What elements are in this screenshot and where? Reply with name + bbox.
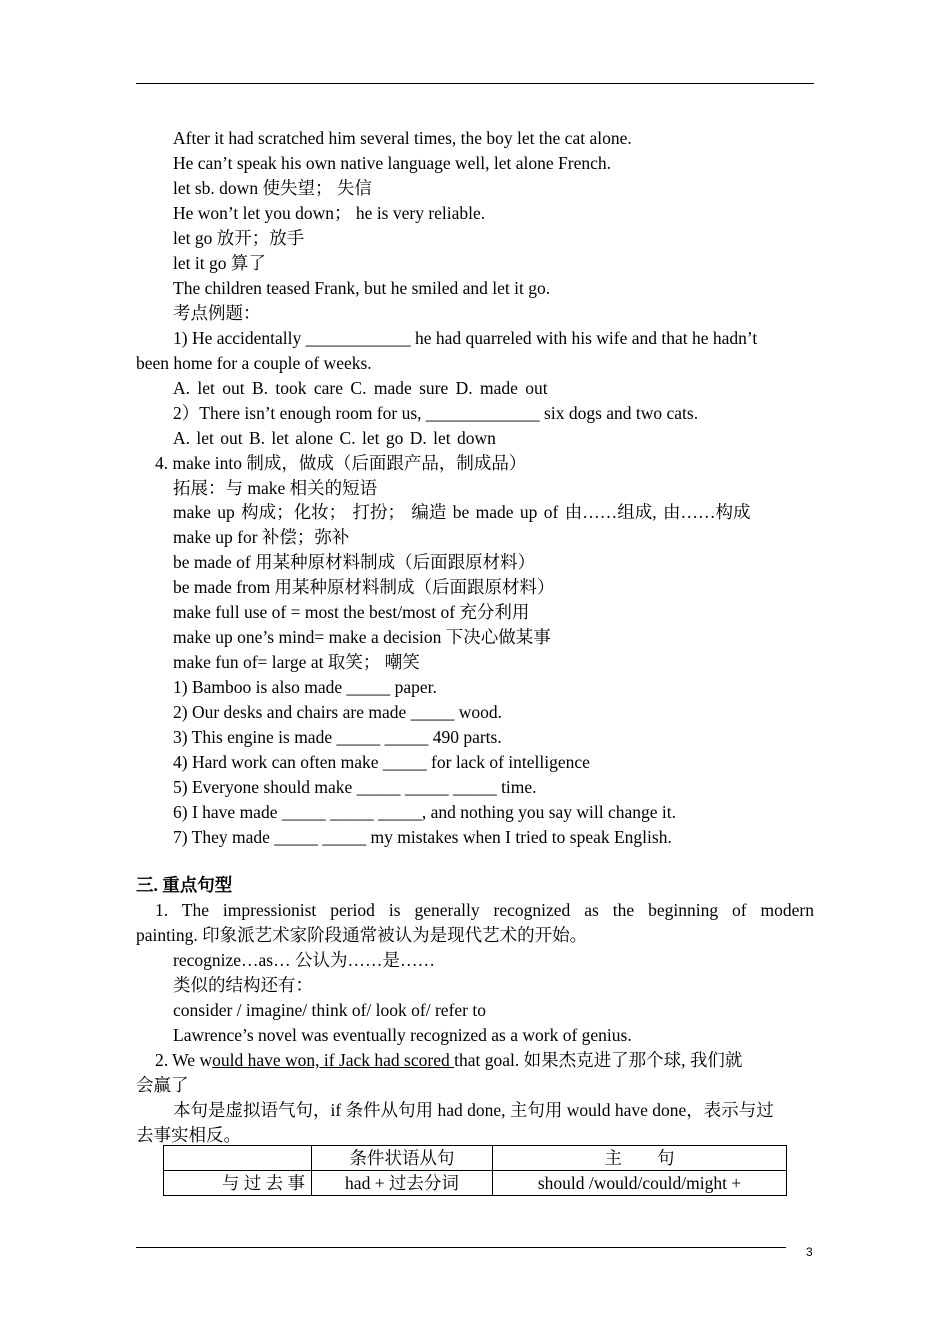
- text-line: 会赢了: [136, 1075, 189, 1095]
- text-line: 类似的结构还有：: [173, 975, 313, 995]
- table-cell: should /would/could/might +: [493, 1171, 787, 1196]
- text-line: make up 构成；化妆； 打扮； 编造 be made up of 由……组成, 由……构成: [173, 502, 751, 522]
- text-line: let go 放开；放手: [173, 228, 305, 248]
- underlined-phrase: ould have won, if Jack had scored: [212, 1050, 455, 1070]
- text-line: Lawrence’s novel was eventually recognized as a work of genius.: [173, 1025, 632, 1045]
- text-line: be made from 用某种原材料制成（后面跟原材料）: [173, 577, 555, 597]
- text-line: 6) I have made _____ _____ _____, and nothing you say will change it.: [173, 802, 677, 822]
- text-line: 1) He accidentally ____________ he had quarreled with his wife and that he hadn’t: [173, 328, 758, 348]
- table-cell: had + 过去分词: [312, 1171, 493, 1196]
- table-cell: 与 过 去 事: [164, 1171, 312, 1196]
- text-line: let sb. down 使失望； 失信: [173, 178, 372, 198]
- sentence-end: that goal. 如果杰克进了那个球, 我们就: [454, 1050, 743, 1070]
- text-line: 去事实相反。: [136, 1125, 241, 1145]
- table-header-row: [164, 1146, 787, 1171]
- text-line: 2) Our desks and chairs are made _____ wood.: [173, 702, 503, 722]
- text-line: be made of 用某种原材料制成（后面跟原材料）: [173, 552, 536, 572]
- text-line: 1. The impressionist period is generally recognized as the beginning of modern: [155, 900, 814, 920]
- text-line: 4. make into 制成，做成（后面跟产品，制成品）: [155, 453, 527, 473]
- text-line: The children teased Frank, but he smiled and let it go.: [173, 278, 551, 298]
- table-cell: 条件状语从句: [312, 1146, 493, 1171]
- table-cell: [164, 1146, 312, 1171]
- text-line: 4) Hard work can often make _____ for lack of intelligence: [173, 752, 590, 772]
- text-line: He won’t let you down； he is very reliable.: [173, 203, 486, 223]
- text-line: make fun of= large at 取笑； 嘲笑: [173, 652, 420, 672]
- footer-rule: [136, 1247, 786, 1248]
- text-line: 本句是虚拟语气句，if 条件从句用 had done, 主句用 would have done，表示与过: [173, 1100, 774, 1120]
- text-line: 7) They made _____ _____ my mistakes when I tried to speak English.: [173, 827, 672, 847]
- text-line: been home for a couple of weeks.: [136, 353, 372, 373]
- text-line: 5) Everyone should make _____ _____ _____ time.: [173, 777, 537, 797]
- text-line: 考点例题：: [173, 303, 261, 323]
- text-line: He can’t speak his own native language well, let alone French.: [173, 153, 612, 173]
- text-line: 1) Bamboo is also made _____ paper.: [173, 677, 437, 697]
- text-line: After it had scratched him several times, the boy let the cat alone.: [173, 128, 632, 148]
- page-number: 3: [806, 1245, 813, 1259]
- text-line: make full use of = most the best/most of 充分利用: [173, 602, 530, 622]
- text-line: 3) This engine is made _____ _____ 490 parts.: [173, 727, 502, 747]
- conditional-table: [163, 1145, 787, 1196]
- text-line: painting. 印象派艺术家阶段通常被认为是现代艺术的开始。: [136, 925, 588, 945]
- text-line: consider / imagine/ think of/ look of/ refer to: [173, 1000, 486, 1020]
- example-sentence: [155, 1048, 742, 1073]
- text-line: 拓展：与 make 相关的短语: [173, 478, 378, 498]
- text-line: recognize…as… 公认为……是……: [173, 950, 435, 970]
- text-line: make up for 补偿；弥补: [173, 527, 350, 547]
- sentence-start: 2. We w: [155, 1050, 213, 1070]
- table-row: [164, 1171, 787, 1196]
- table-cell: 主 句: [493, 1146, 787, 1171]
- text-line: A. let out B. took care C. made sure D. made out: [173, 378, 548, 398]
- section-heading: 三. 重点句型: [136, 875, 233, 895]
- header-rule: [136, 83, 814, 84]
- text-line: 2）There isn’t enough room for us, _____________ six dogs and two cats.: [173, 403, 699, 423]
- text-line: let it go 算了: [173, 253, 266, 273]
- text-line: A. let out B. let alone C. let go D. let down: [173, 428, 496, 448]
- text-line: make up one’s mind= make a decision 下决心做某事: [173, 627, 551, 647]
